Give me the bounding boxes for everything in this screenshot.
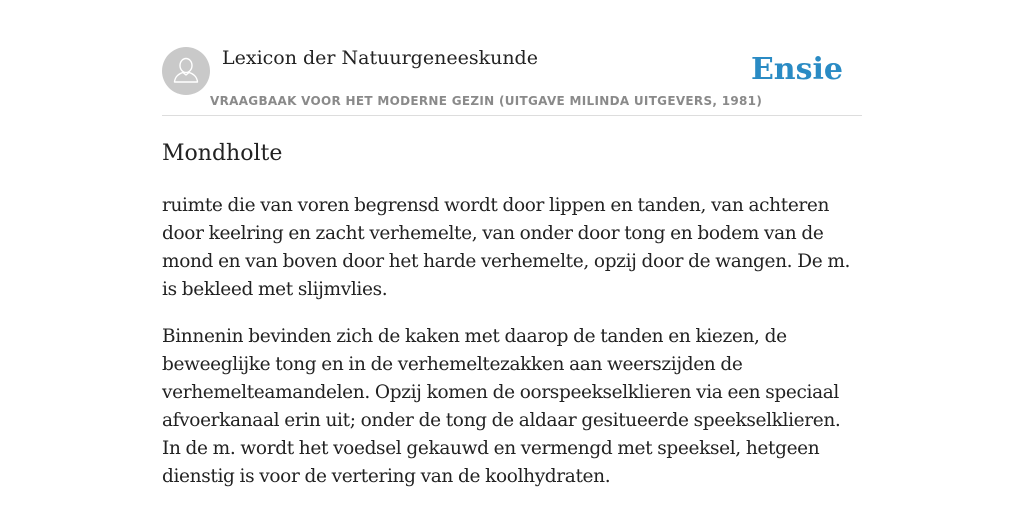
entry-paragraph: ruimte die van voren begrensd wordt door lippen en tanden, van achteren door keelring en zacht verhemelte, van onder door tong en bodem van de mond en van boven door het harde verhemelte, opzij door de wangen. De m. is bekleed met slijmvlies.	[162, 195, 851, 300]
book-subtitle: VRAAGBAAK VOOR HET MODERNE GEZIN (UITGAVE MILINDA UITGEVERS, 1981)	[210, 94, 763, 108]
entry-body	[162, 192, 862, 510]
entry-paragraph: Binnenin bevinden zich de kaken met daarop de tanden en kiezen, de beweeglijke tong en in de verhemeltezakken aan weerszijden de verhemelteamandelen. Opzij komen de oorspeekselklieren via een speciaal afvoerkanaal erin uit; onder de tong de aldaar gesitueerde speekselklieren. In de m. wordt het voedsel gekauwd en vermengd met speeksel, hetgeen dienstig is voor de vertering van de koolhydraten.	[162, 326, 841, 487]
book-title[interactable]: Lexicon der Natuurgeneeskunde	[222, 47, 538, 69]
brand-logo[interactable]: Ensie	[750, 52, 843, 87]
header-divider	[162, 115, 862, 116]
avatar[interactable]	[162, 47, 210, 95]
entry-title: Mondholte	[162, 141, 283, 166]
user-silhouette-icon	[162, 47, 210, 95]
